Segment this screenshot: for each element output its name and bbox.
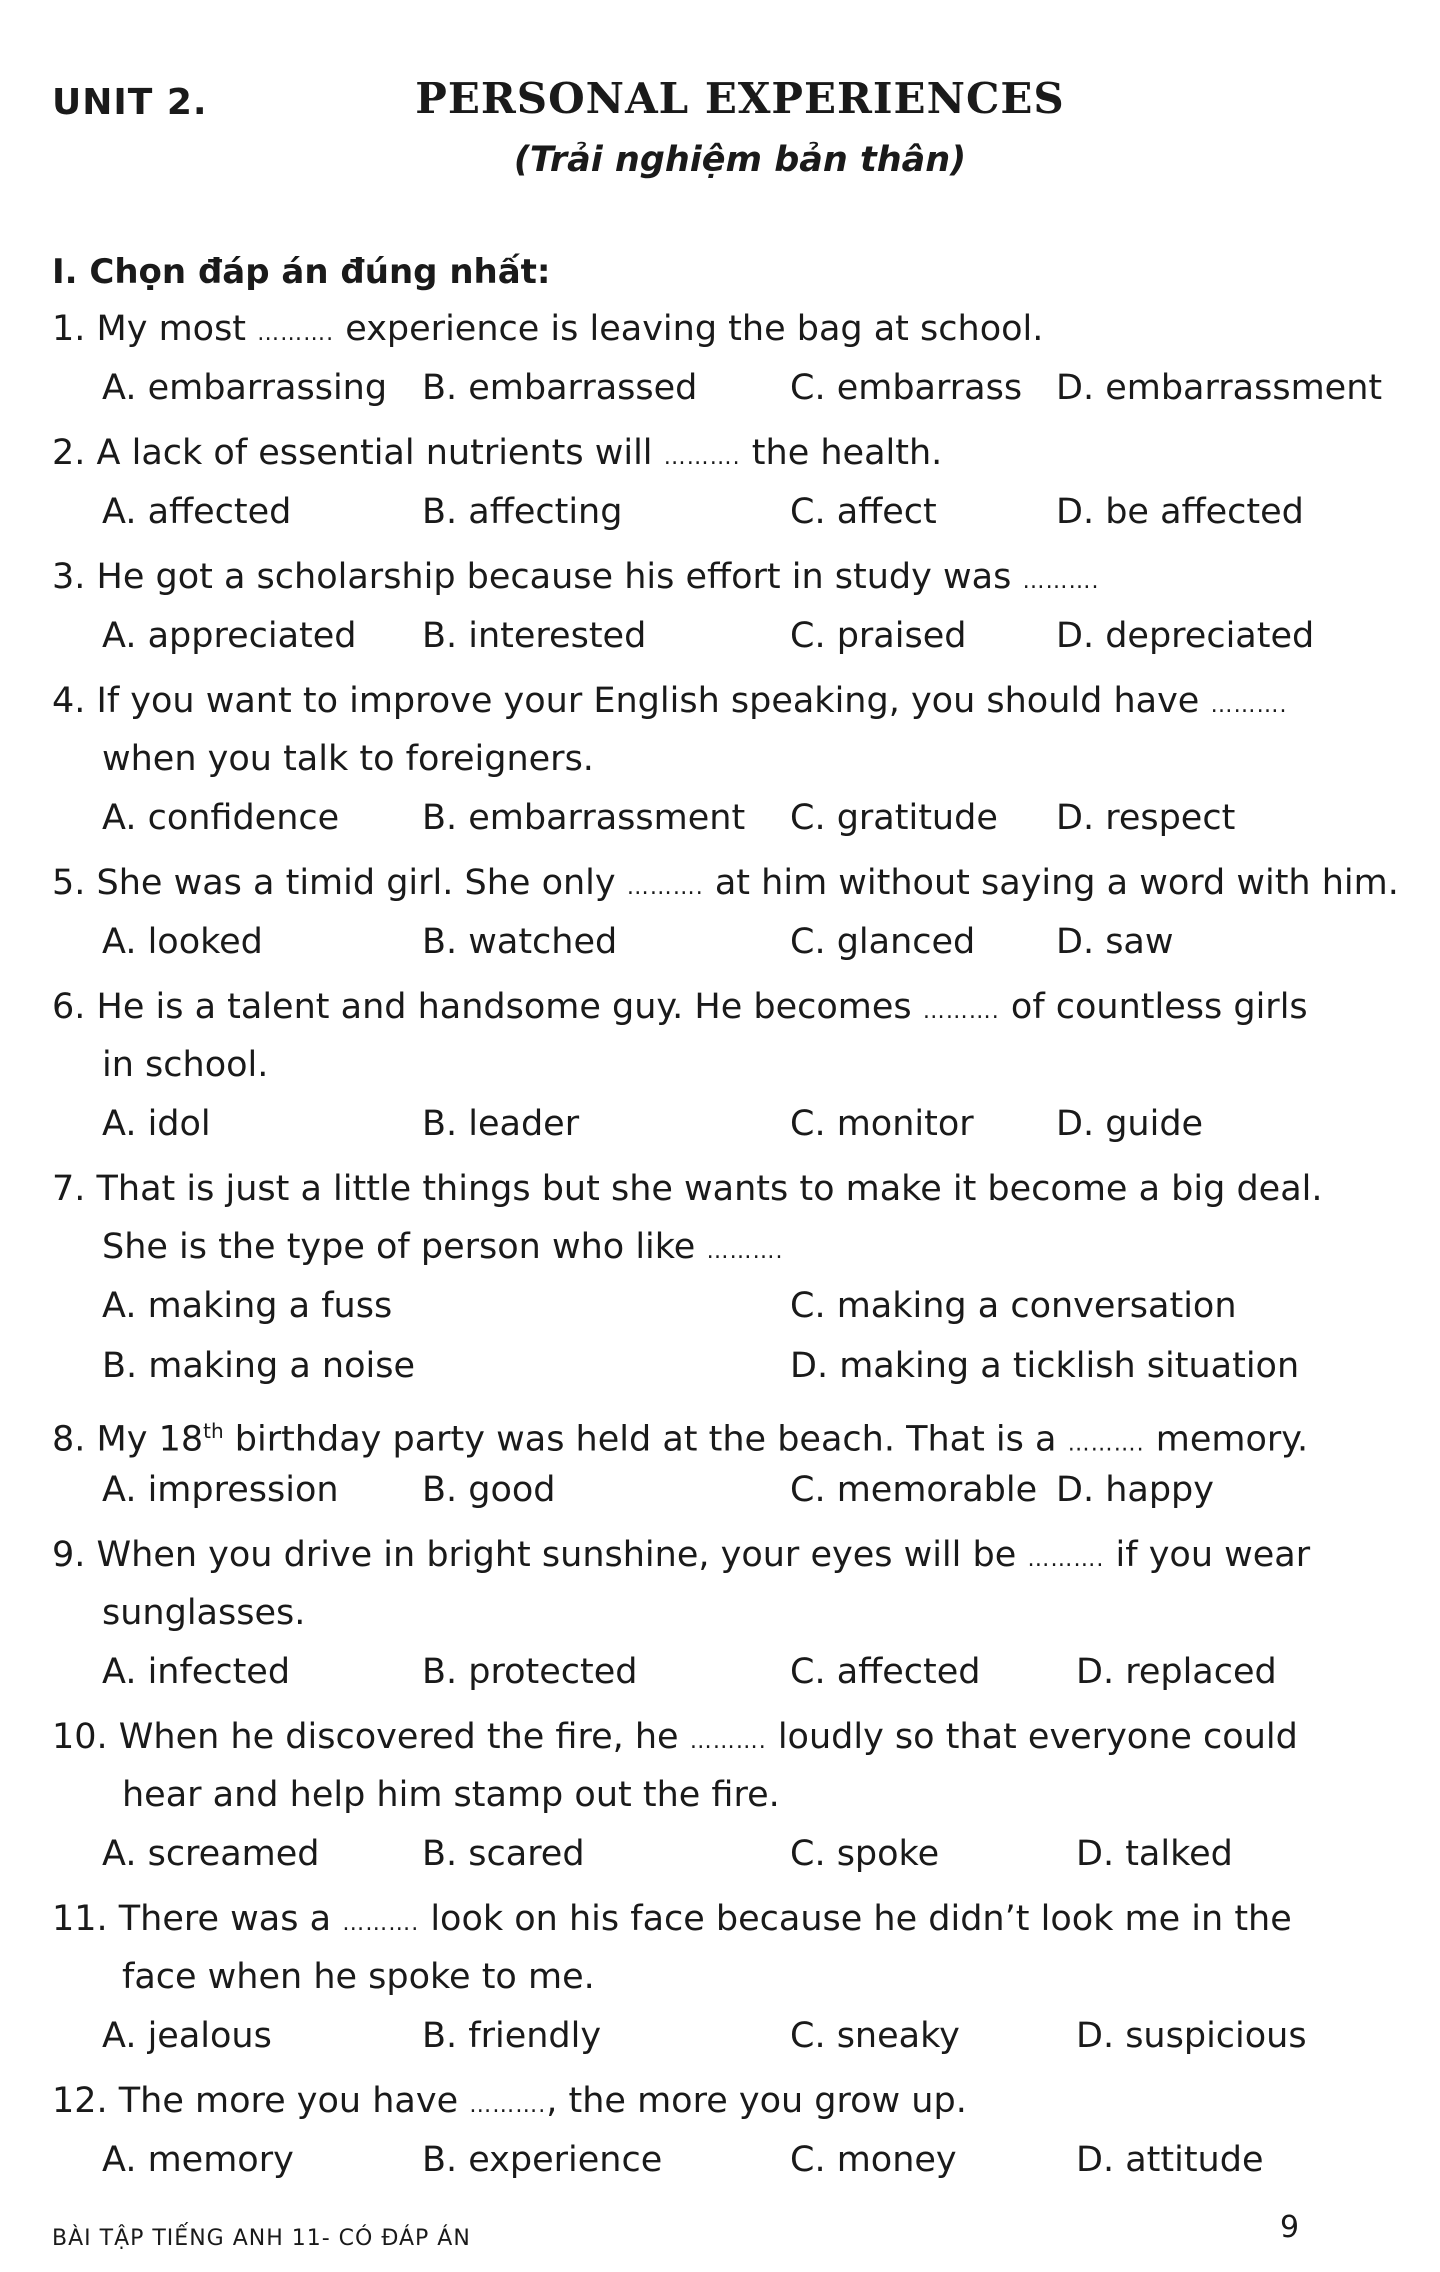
answer-options (52, 2130, 1392, 2190)
answer-blank[interactable]: ………. (469, 2093, 547, 2118)
answer-option[interactable]: B. good (422, 1470, 556, 1510)
footer-page-number: 9 (1280, 2210, 1300, 2245)
answer-option[interactable]: D. attitude (1076, 2140, 1264, 2180)
question-text-part: when you talk to foreigners. (102, 739, 594, 779)
answer-option[interactable]: B. embarrassment (422, 798, 746, 838)
answer-option[interactable]: B. watched (422, 922, 618, 962)
question-text-part: memory. (1144, 1419, 1309, 1460)
answer-option[interactable]: B. scared (422, 1834, 585, 1874)
answer-option[interactable]: C. spoke (790, 1834, 940, 1874)
question-text-part: if you wear (1104, 1535, 1311, 1575)
answer-option[interactable]: A. appreciated (102, 616, 357, 656)
answer-option[interactable]: D. making a ticklish situation (790, 1346, 1300, 1386)
question-text-continued (52, 1584, 1392, 1642)
answer-option[interactable]: C. making a conversation (790, 1286, 1237, 1326)
question-text (52, 1402, 1392, 1460)
answer-options (52, 1276, 1392, 1396)
answer-options (52, 482, 1392, 542)
question-text-part: face when he spoke to me. (122, 1957, 595, 1997)
answer-options (52, 788, 1392, 848)
answer-option[interactable]: A. screamed (102, 1834, 320, 1874)
answer-option[interactable]: A. infected (102, 1652, 291, 1692)
question-number: 9. (52, 1535, 97, 1575)
question-1 (52, 300, 1392, 418)
question-text-continued (52, 1218, 1392, 1276)
answer-options (52, 1460, 1392, 1520)
answer-option[interactable]: A. confidence (102, 798, 340, 838)
question-text-part: sunglasses. (102, 1593, 306, 1633)
answer-option[interactable]: C. money (790, 2140, 957, 2180)
question-text-part: A lack of essential nutrients will (96, 433, 664, 473)
question-number: 6. (52, 987, 97, 1027)
question-3 (52, 548, 1392, 666)
answer-option[interactable]: D. talked (1076, 1834, 1233, 1874)
question-number: 4. (52, 681, 97, 721)
answer-option[interactable]: D. respect (1056, 798, 1236, 838)
question-6 (52, 978, 1392, 1154)
answer-option[interactable]: C. affected (790, 1652, 981, 1692)
question-text-part: birthday party was held at the beach. That is a (223, 1419, 1068, 1460)
question-text-part: look on his face because he didn’t look me in the (419, 1899, 1292, 1939)
answer-option[interactable]: C. gratitude (790, 798, 998, 838)
page-title: PERSONAL EXPERIENCES (415, 74, 1065, 123)
answer-blank[interactable]: ………. (1210, 693, 1288, 718)
question-4 (52, 672, 1392, 848)
answer-options (52, 912, 1392, 972)
ordinal-suffix: th (203, 1419, 224, 1443)
answer-options (52, 1642, 1392, 1702)
answer-blank[interactable]: ………. (706, 1239, 784, 1264)
answer-option[interactable]: B. interested (422, 616, 647, 656)
question-text (52, 672, 1392, 730)
answer-blank[interactable]: ………. (342, 1911, 420, 1936)
answer-option[interactable]: A. memory (102, 2140, 294, 2180)
question-number: 5. (52, 863, 97, 903)
question-text (52, 854, 1399, 912)
question-text-continued (52, 1948, 1392, 2006)
answer-option[interactable]: A. embarrassing (102, 368, 388, 408)
answer-option[interactable]: A. making a fuss (102, 1286, 393, 1326)
question-text-continued (52, 1766, 1392, 1824)
answer-option[interactable]: D. embarrassment (1056, 368, 1383, 408)
answer-option[interactable]: C. embarrass (790, 368, 1023, 408)
unit-label: UNIT 2. (52, 82, 208, 123)
question-number: 7. (52, 1169, 97, 1209)
question-5 (52, 854, 1399, 972)
question-text-part: The more you have (118, 2081, 470, 2121)
question-10 (52, 1708, 1392, 1884)
answer-blank[interactable]: ………. (626, 875, 704, 900)
answer-option[interactable]: C. memorable (790, 1470, 1038, 1510)
answer-option[interactable]: D. happy (1056, 1470, 1214, 1510)
question-text (52, 424, 1392, 482)
question-number: 12. (52, 2081, 119, 2121)
question-list (52, 300, 1399, 2196)
question-text-part: That is just a little things but she wants to make it become a big deal. (96, 1169, 1323, 1209)
answer-option[interactable]: C. sneaky (790, 2016, 960, 2056)
question-7 (52, 1160, 1392, 1396)
answer-options (52, 606, 1392, 666)
question-11 (52, 1890, 1392, 2066)
question-text (52, 1890, 1392, 1948)
answer-option[interactable]: A. affected (102, 492, 292, 532)
question-2 (52, 424, 1392, 542)
question-text-part: hear and help him stamp out the fire. (122, 1775, 780, 1815)
question-text-part: She was a timid girl. She only (96, 863, 627, 903)
question-number: 10. (52, 1717, 119, 1757)
answer-options (52, 2006, 1392, 2066)
answer-blank[interactable]: ………. (1022, 569, 1100, 594)
footer-book-title: BÀI TẬP TIẾNG ANH 11- CÓ ĐÁP ÁN (52, 2226, 471, 2251)
question-text-continued (52, 1036, 1392, 1094)
answer-option[interactable]: C. monitor (790, 1104, 974, 1144)
question-8 (52, 1402, 1392, 1520)
answer-blank[interactable]: ………. (663, 445, 741, 470)
answer-option[interactable]: B. affecting (422, 492, 623, 532)
question-text-continued (52, 730, 1392, 788)
page-subtitle: (Trải nghiệm bản thân) (513, 140, 967, 180)
question-text-part: experience is leaving the bag at school. (334, 309, 1044, 349)
answer-blank[interactable]: ………. (257, 321, 335, 346)
question-number: 1. (52, 309, 97, 349)
question-text-part: in school. (102, 1045, 269, 1085)
question-text (52, 1708, 1392, 1766)
question-text (52, 548, 1392, 606)
question-number: 2. (52, 433, 97, 473)
question-text-part: My 18 (96, 1419, 204, 1460)
question-text-part: There was a (118, 1899, 343, 1939)
question-text-part: at him without saying a word with him. (703, 863, 1399, 903)
question-text-part: , the more you grow up. (546, 2081, 967, 2121)
section-heading: I. Chọn đáp án đúng nhất: (52, 252, 551, 292)
answer-blank[interactable]: ………. (689, 1729, 767, 1754)
question-text-part: of countless girls (999, 987, 1308, 1027)
question-text-part: loudly so that everyone could (766, 1717, 1298, 1757)
question-text-part: the health. (740, 433, 943, 473)
answer-option[interactable]: D. replaced (1076, 1652, 1277, 1692)
question-text (52, 300, 1392, 358)
answer-options (52, 358, 1392, 418)
answer-option[interactable]: B. embarrassed (422, 368, 698, 408)
answer-option[interactable]: B. experience (422, 2140, 663, 2180)
question-text-part: He got a scholarship because his effort in study was (96, 557, 1023, 597)
question-text-part: My most (96, 309, 258, 349)
answer-blank[interactable]: ………. (1067, 1431, 1145, 1457)
answer-option[interactable]: A. idol (102, 1104, 211, 1144)
question-text-part: When he discovered the fire, he (118, 1717, 690, 1757)
answer-option[interactable]: B. making a noise (102, 1346, 415, 1386)
answer-option[interactable]: C. glanced (790, 922, 976, 962)
answer-options (52, 1824, 1392, 1884)
answer-option[interactable]: D. depreciated (1056, 616, 1315, 656)
question-number: 8. (52, 1419, 97, 1460)
answer-option[interactable]: D. suspicious (1076, 2016, 1307, 2056)
answer-option[interactable]: D. guide (1056, 1104, 1204, 1144)
question-9 (52, 1526, 1392, 1702)
answer-option[interactable]: C. affect (790, 492, 937, 532)
question-number: 11. (52, 1899, 119, 1939)
question-text (52, 978, 1392, 1036)
answer-option[interactable]: D. saw (1056, 922, 1174, 962)
question-text-part: If you want to improve your English speaking, you should have (96, 681, 1211, 721)
answer-option[interactable]: C. praised (790, 616, 967, 656)
answer-options (52, 1094, 1392, 1154)
question-text-part: She is the type of person who like (102, 1227, 707, 1267)
question-text-part: When you drive in bright sunshine, your eyes will be (96, 1535, 1028, 1575)
question-text (52, 1160, 1392, 1218)
answer-blank[interactable]: ………. (922, 999, 1000, 1024)
answer-option[interactable]: B. friendly (422, 2016, 602, 2056)
answer-blank[interactable]: ………. (1027, 1547, 1105, 1572)
question-text-part: He is a talent and handsome guy. He becomes (96, 987, 923, 1027)
answer-option[interactable]: A. impression (102, 1470, 339, 1510)
answer-option[interactable]: B. leader (422, 1104, 580, 1144)
answer-option[interactable]: A. looked (102, 922, 263, 962)
question-number: 3. (52, 557, 97, 597)
question-text (52, 2072, 1392, 2130)
question-text (52, 1526, 1392, 1584)
question-12 (52, 2072, 1392, 2190)
answer-option[interactable]: B. protected (422, 1652, 638, 1692)
answer-option[interactable]: A. jealous (102, 2016, 272, 2056)
answer-option[interactable]: D. be affected (1056, 492, 1304, 532)
